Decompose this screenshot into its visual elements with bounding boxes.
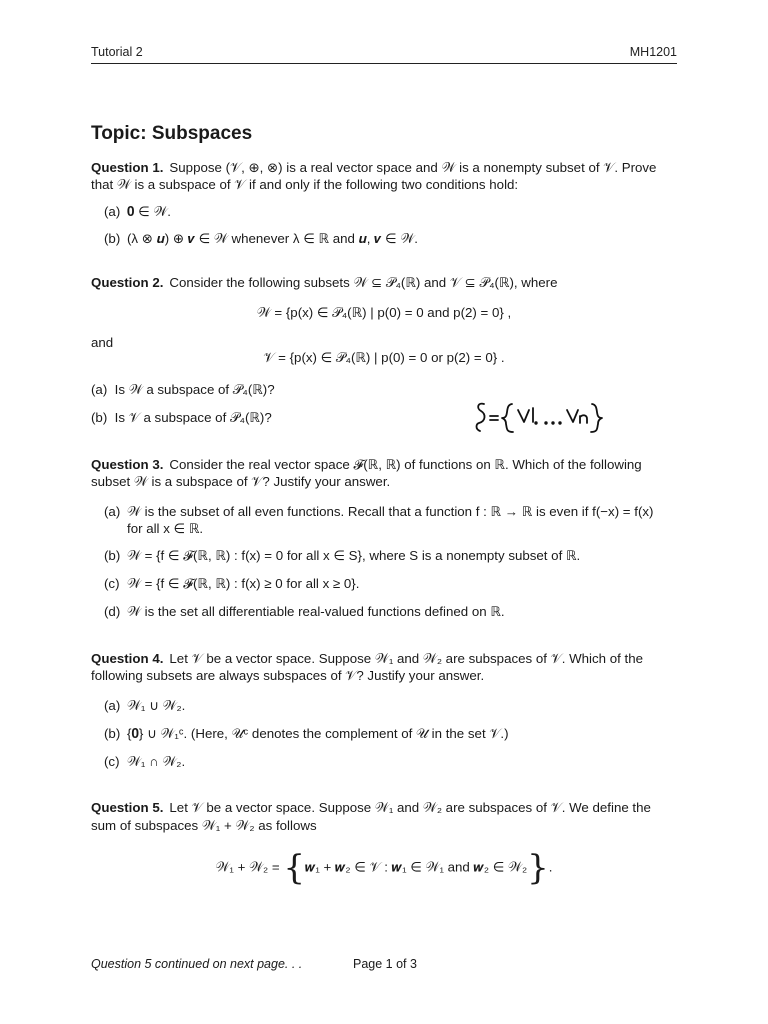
equation-left: 𝒲₁ + 𝒲₂ = [215,859,280,875]
question-5-text [91,799,677,816]
equation-end: . [548,859,553,875]
header-course-tutorial: Tutorial 2 [91,45,143,59]
part-text: for all x ∈ ℝ. [127,521,204,536]
question-4-text [91,650,677,667]
footer-page-number: Page 1 of 3 [353,957,417,971]
part-label: (a) [104,698,121,713]
question-5-line-2: sum of subspaces 𝒲₁ + 𝒲₂ as follows [91,818,317,833]
part-label: (c) [104,754,120,769]
question-4-label: Question 4. [91,651,164,666]
part-text: {𝟎} ∪ 𝒲₁ᶜ. (Here, 𝒰ᶜ denotes the complement of 𝒰 in the set 𝒱.) [127,726,509,741]
question-3-text [91,456,677,473]
part-label: (a) [104,204,121,219]
part-label: (a) [91,382,108,397]
question-2-equation-w: 𝒲 = {p(x) ∈ 𝒫₄(ℝ) | p(0) = 0 and p(2) = 0} , [256,305,512,320]
question-1-label: Question 1. [91,160,164,175]
question-3-line-2: subset 𝒲 is a subspace of 𝒱? Justify your answer. [91,474,391,489]
question-2-intro: Consider the following subsets 𝒲 ⊆ 𝒫₄(ℝ) and 𝒱 ⊆ 𝒫₄(ℝ), where [169,275,558,290]
part-label: (b) [104,548,121,563]
part-label: (b) [104,231,121,246]
part-label: (d) [104,604,121,619]
question-2-label: Question 2. [91,275,164,290]
part-label: (b) [104,726,121,741]
right-brace-icon: } [527,848,549,888]
part-text: Is 𝒲 a subspace of 𝒫₄(ℝ)? [114,382,275,397]
handwritten-annotation [472,396,612,436]
part-text: 𝒲 = {f ∈ 𝓕(ℝ, ℝ) : f(x) ≥ 0 for all x ≥ 0}. [127,576,360,591]
part-text: 𝒲 is the set all differentiable real-valued functions defined on ℝ. [127,604,505,619]
part-text: Is 𝒱 a subspace of 𝒫₄(ℝ)? [114,410,272,425]
question-1-line-1: Suppose (𝒱, ⊕, ⊗) is a real vector space and 𝒲 is a nonempty subset of 𝒱. Prove [169,160,657,175]
question-1-text [91,159,677,176]
question-1-line-2: that 𝒲 is a subspace of 𝒱 if and only if the following two conditions hold: [91,177,519,192]
part-text: 𝟎 ∈ 𝒲. [127,204,171,219]
part-text: 𝒲 is the subset of all even functions. Recall that a function f : ℝ → ℝ is even if f(−x) = f(x) [127,504,654,519]
page-title: Topic: Subspaces [91,123,253,144]
part-label: (b) [91,410,108,425]
header-rule [91,63,677,64]
header-course-code: MH1201 [629,45,677,59]
question-3-label: Question 3. [91,457,164,472]
equation-set-body: 𝒘₁ + 𝒘₂ ∈ 𝒱 : 𝒘₁ ∈ 𝒲₁ and 𝒘₂ ∈ 𝒲₂ [304,859,528,875]
part-label: (a) [104,504,121,519]
question-5-sum-equation [91,848,677,888]
part-text: (λ ⊗ 𝒖) ⊕ 𝒗 ∈ 𝒲 whenever λ ∈ ℝ and 𝒖, 𝒗 ∈ 𝒲. [127,231,418,246]
question-3-line-1: Consider the real vector space 𝓕(ℝ, ℝ) of functions on ℝ. Which of the following [169,457,642,472]
question-4-line-1: Let 𝒱 be a vector space. Suppose 𝒲₁ and 𝒲₂ are subspaces of 𝒱. Which of the [169,651,644,666]
question-4-line-2: following subsets are always subspaces of 𝒱? Justify your answer. [91,668,485,683]
question-5-line-1: Let 𝒱 be a vector space. Suppose 𝒲₁ and 𝒲₂ are subspaces of 𝒱. We define the [169,800,651,815]
part-text: 𝒲₁ ∪ 𝒲₂. [127,698,186,713]
question-2-equation-v: 𝒱 = {p(x) ∈ 𝒫₄(ℝ) | p(0) = 0 or p(2) = 0} . [263,350,505,365]
part-label: (c) [104,576,120,591]
part-text: 𝒲 = {f ∈ 𝓕(ℝ, ℝ) : f(x) = 0 for all x ∈ S}, where S is a nonempty subset of ℝ. [127,548,581,563]
question-2-and: and [91,335,114,350]
question-5-label: Question 5. [91,800,164,815]
part-text: 𝒲₁ ∩ 𝒲₂. [127,754,186,769]
handwriting-text: S = {v₁, . . . vₙ} [472,396,479,397]
footer-continued-note: Question 5 continued on next page. . . [91,957,303,971]
left-brace-icon: { [283,848,305,888]
question-2-text [91,274,677,291]
